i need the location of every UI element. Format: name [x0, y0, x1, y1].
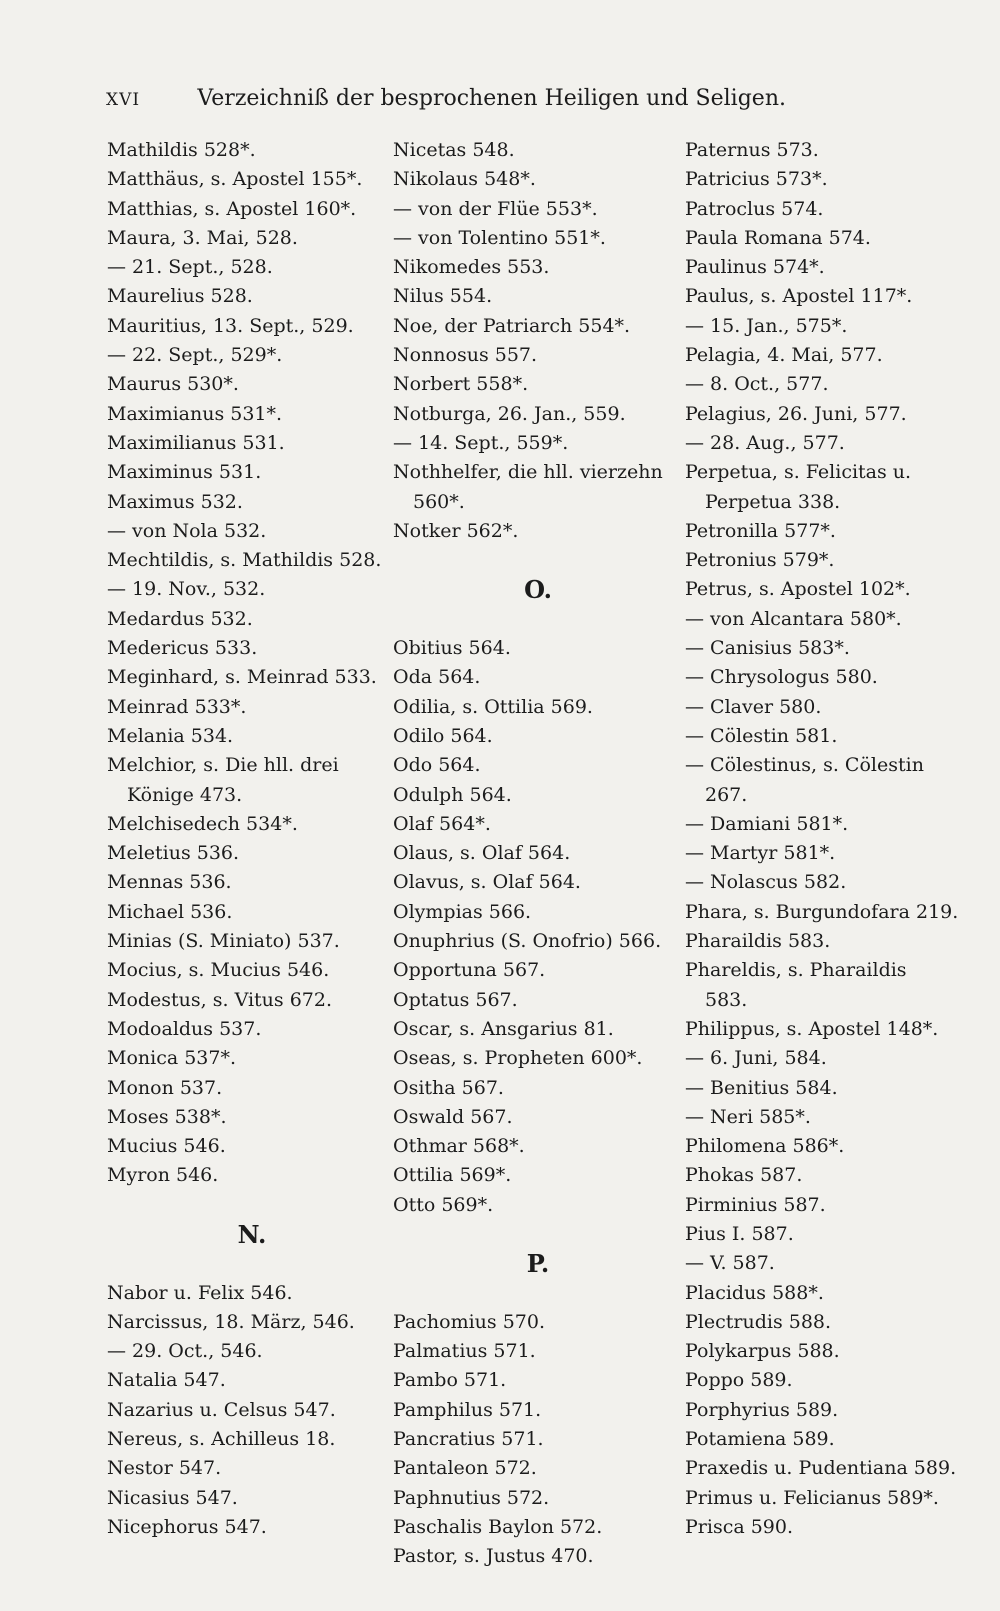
index-entry: Odilia, s. Ottilia 569.	[393, 695, 593, 718]
index-entry: — Cölestin 581.	[685, 724, 838, 747]
index-entry: Melania 534.	[107, 724, 234, 747]
spacer	[107, 1249, 397, 1278]
section-letter: N.	[237, 1219, 267, 1249]
index-entry: — Damiani 581*.	[685, 812, 849, 835]
spacer	[393, 1220, 683, 1249]
index-entry: Maximus 532.	[107, 490, 243, 513]
index-entry: Obitius 564.	[393, 637, 511, 660]
index-entry: Odilo 564.	[393, 724, 493, 747]
index-entry: Meginhard, s. Meinrad 533.	[107, 666, 377, 689]
index-entry: Pirminius 587.	[685, 1193, 826, 1216]
index-entry: Nikomedes 553.	[393, 256, 550, 279]
index-entry: Moses 538*.	[107, 1105, 227, 1128]
index-entry: Petronius 579*.	[685, 549, 835, 572]
index-entry: Pancratius 571.	[393, 1428, 544, 1451]
running-title: Verzeichniß der besprochenen Heiligen und Seligen.	[197, 86, 786, 111]
index-entry: Pelagia, 4. Mai, 577.	[685, 344, 883, 367]
index-entry: Maximianus 531*.	[107, 402, 283, 425]
index-entry: Nereus, s. Achilleus 18.	[107, 1428, 336, 1451]
index-entry: — Claver 580.	[685, 695, 822, 718]
index-entry: Notker 562*.	[393, 519, 519, 542]
index-entry: Noe, der Patriarch 554*.	[393, 314, 631, 337]
index-entry-continuation: Perpetua 338.	[705, 490, 841, 513]
index-entry: Pambo 571.	[393, 1369, 507, 1392]
index-entry: Palmatius 571.	[393, 1340, 536, 1363]
index-entry: Nabor u. Felix 546.	[107, 1281, 293, 1304]
index-entry: Placidus 588*.	[685, 1281, 824, 1304]
index-column-2	[393, 136, 683, 1572]
index-entry: Myron 546.	[107, 1164, 219, 1187]
index-entry: — Nolascus 582.	[685, 871, 847, 894]
index-entry: Oseas, s. Propheten 600*.	[393, 1047, 643, 1070]
index-entry: Polykarpus 588.	[685, 1340, 840, 1363]
index-entry: Notburga, 26. Jan., 559.	[393, 402, 626, 425]
section-letter: O.	[524, 575, 552, 605]
index-entry: Maura, 3. Mai, 528.	[107, 226, 298, 249]
index-entry: Norbert 558*.	[393, 373, 529, 396]
index-entry: Nonnosus 557.	[393, 344, 538, 367]
index-entry: — V. 587.	[685, 1252, 775, 1275]
index-entry: — 28. Aug., 577.	[685, 431, 845, 454]
index-entry-continuation: Könige 473.	[127, 783, 243, 806]
index-entry: Mocius, s. Mucius 546.	[107, 959, 330, 982]
index-entry: — 19. Nov., 532.	[107, 578, 266, 601]
index-entry: — 15. Jan., 575*.	[685, 314, 848, 337]
index-entry: Paternus 573.	[685, 139, 819, 161]
index-entry: Monon 537.	[107, 1076, 223, 1099]
index-entry: Oda 564.	[393, 666, 481, 689]
index-entry: Optatus 567.	[393, 988, 518, 1011]
index-entry: Olavus, s. Olaf 564.	[393, 871, 581, 894]
index-entry: Nicephorus 547.	[107, 1515, 267, 1538]
index-entry: Pastor, s. Justus 470.	[393, 1545, 594, 1568]
index-entry: Praxedis u. Pudentiana 589.	[685, 1457, 957, 1480]
index-entry: Michael 536.	[107, 900, 233, 923]
index-column-3	[685, 136, 985, 1542]
index-entry: Otto 569*.	[393, 1193, 494, 1216]
index-entry: Othmar 568*.	[393, 1135, 525, 1158]
index-entry: Poppo 589.	[685, 1369, 793, 1392]
index-entry: Meinrad 533*.	[107, 695, 247, 718]
index-entry: Medardus 532.	[107, 607, 253, 630]
index-entry: Paulus, s. Apostel 117*.	[685, 285, 913, 308]
index-entry: Matthias, s. Apostel 160*.	[107, 197, 357, 220]
index-entry: — 8. Oct., 577.	[685, 373, 829, 396]
index-entry: Nicetas 548.	[393, 139, 515, 161]
index-entry: Modoaldus 537.	[107, 1017, 262, 1040]
index-entry: Philomena 586*.	[685, 1135, 845, 1158]
index-entry: Ositha 567.	[393, 1076, 504, 1099]
index-entry: Nicasius 547.	[107, 1486, 238, 1509]
index-entry: — 21. Sept., 528.	[107, 256, 273, 279]
index-entry: Paulinus 574*.	[685, 256, 825, 279]
index-entry: Philippus, s. Apostel 148*.	[685, 1017, 939, 1040]
index-entry: Petronilla 577*.	[685, 519, 836, 542]
index-entry: Oscar, s. Ansgarius 81.	[393, 1017, 614, 1040]
index-entry: Phareldis, s. Pharaildis	[685, 959, 907, 982]
index-entry: Odulph 564.	[393, 783, 512, 806]
index-entry: Monica 537*.	[107, 1047, 237, 1070]
index-entry: Olaus, s. Olaf 564.	[393, 842, 571, 865]
index-entry: Olaf 564*.	[393, 812, 491, 835]
spacer	[107, 1191, 397, 1220]
spacer	[393, 605, 683, 634]
index-entry-continuation: 583.	[705, 988, 748, 1011]
index-entry: — 14. Sept., 559*.	[393, 431, 569, 454]
index-entry: Nothhelfer, die hll. vierzehn	[393, 461, 663, 484]
index-entry: — 6. Juni, 584.	[685, 1047, 827, 1070]
index-entry: Pharaildis 583.	[685, 930, 831, 953]
index-entry: Paschalis Baylon 572.	[393, 1515, 603, 1538]
index-entry: Phara, s. Burgundofara 219.	[685, 900, 959, 923]
index-entry: — Chrysologus 580.	[685, 666, 878, 689]
index-entry: Maurelius 528.	[107, 285, 253, 308]
index-entry: Nestor 547.	[107, 1457, 222, 1480]
index-entry: — Benitius 584.	[685, 1076, 838, 1099]
index-entry: Nilus 554.	[393, 285, 493, 308]
index-entry: Paphnutius 572.	[393, 1486, 550, 1509]
index-entry: Odo 564.	[393, 754, 481, 777]
index-entry: Pius I. 587.	[685, 1222, 794, 1245]
page-header	[106, 86, 786, 120]
index-entry: Natalia 547.	[107, 1369, 226, 1392]
index-entry: Mucius 546.	[107, 1135, 226, 1158]
index-entry: Mauritius, 13. Sept., 529.	[107, 314, 354, 337]
index-entry: Prisca 590.	[685, 1515, 794, 1538]
index-entry: Mathildis 528*.	[107, 139, 256, 161]
index-entry: Mennas 536.	[107, 871, 232, 894]
index-entry: — 22. Sept., 529*.	[107, 344, 283, 367]
index-entry: — Cölestinus, s. Cölestin	[685, 754, 924, 777]
index-entry: Ottilia 569*.	[393, 1164, 512, 1187]
index-entry: Pantaleon 572.	[393, 1457, 537, 1480]
index-entry: Perpetua, s. Felicitas u.	[685, 461, 912, 484]
index-entry: Pelagius, 26. Juni, 577.	[685, 402, 907, 425]
index-entry: — Martyr 581*.	[685, 842, 836, 865]
index-entry: Potamiena 589.	[685, 1428, 835, 1451]
index-entry: Plectrudis 588.	[685, 1310, 832, 1333]
index-entry-continuation: 560*.	[413, 490, 465, 513]
index-entry: Nikolaus 548*.	[393, 168, 536, 191]
spacer	[393, 546, 683, 575]
index-entry: Onuphrius (S. Onofrio) 566.	[393, 930, 662, 953]
index-entry: Modestus, s. Vitus 672.	[107, 988, 333, 1011]
index-entry: — von der Flüe 553*.	[393, 197, 598, 220]
section-letter: P.	[526, 1249, 550, 1279]
index-entry: — 29. Oct., 546.	[107, 1340, 263, 1363]
index-entry: Maurus 530*.	[107, 373, 239, 396]
index-entry: Pachomius 570.	[393, 1310, 545, 1333]
index-entry: Patricius 573*.	[685, 168, 828, 191]
index-entry: Maximinus 531.	[107, 461, 262, 484]
index-entry: Patroclus 574.	[685, 197, 824, 220]
index-entry: — Neri 585*.	[685, 1105, 811, 1128]
index-entry: Petrus, s. Apostel 102*.	[685, 578, 911, 601]
index-column-1	[107, 136, 397, 1542]
index-entry: — Canisius 583*.	[685, 637, 850, 660]
index-entry: Minias (S. Miniato) 537.	[107, 930, 340, 953]
index-entry: Meletius 536.	[107, 842, 240, 865]
index-entry: Melchisedech 534*.	[107, 812, 298, 835]
index-entry-continuation: 267.	[705, 783, 748, 806]
index-entry: Phokas 587.	[685, 1164, 803, 1187]
index-entry: Mechtildis, s. Mathildis 528.	[107, 549, 382, 572]
index-entry: Primus u. Felicianus 589*.	[685, 1486, 939, 1509]
index-entry: Paula Romana 574.	[685, 226, 871, 249]
index-entry: Melchior, s. Die hll. drei	[107, 754, 339, 777]
index-entry: Medericus 533.	[107, 637, 258, 660]
page-number: XVI	[106, 90, 141, 110]
index-entry: Nazarius u. Celsus 547.	[107, 1398, 336, 1421]
index-entry: — von Tolentino 551*.	[393, 226, 606, 249]
index-entry: Pamphilus 571.	[393, 1398, 542, 1421]
index-entry: — von Nola 532.	[107, 519, 267, 542]
index-entry: Porphyrius 589.	[685, 1398, 839, 1421]
index-entry: Matthäus, s. Apostel 155*.	[107, 168, 363, 191]
spacer	[393, 1279, 683, 1308]
index-entry: Oswald 567.	[393, 1105, 513, 1128]
index-entry: — von Alcantara 580*.	[685, 607, 902, 630]
index-entry: Olympias 566.	[393, 900, 532, 923]
index-entry: Maximilianus 531.	[107, 431, 285, 454]
index-entry: Narcissus, 18. März, 546.	[107, 1310, 355, 1333]
index-entry: Opportuna 567.	[393, 959, 546, 982]
